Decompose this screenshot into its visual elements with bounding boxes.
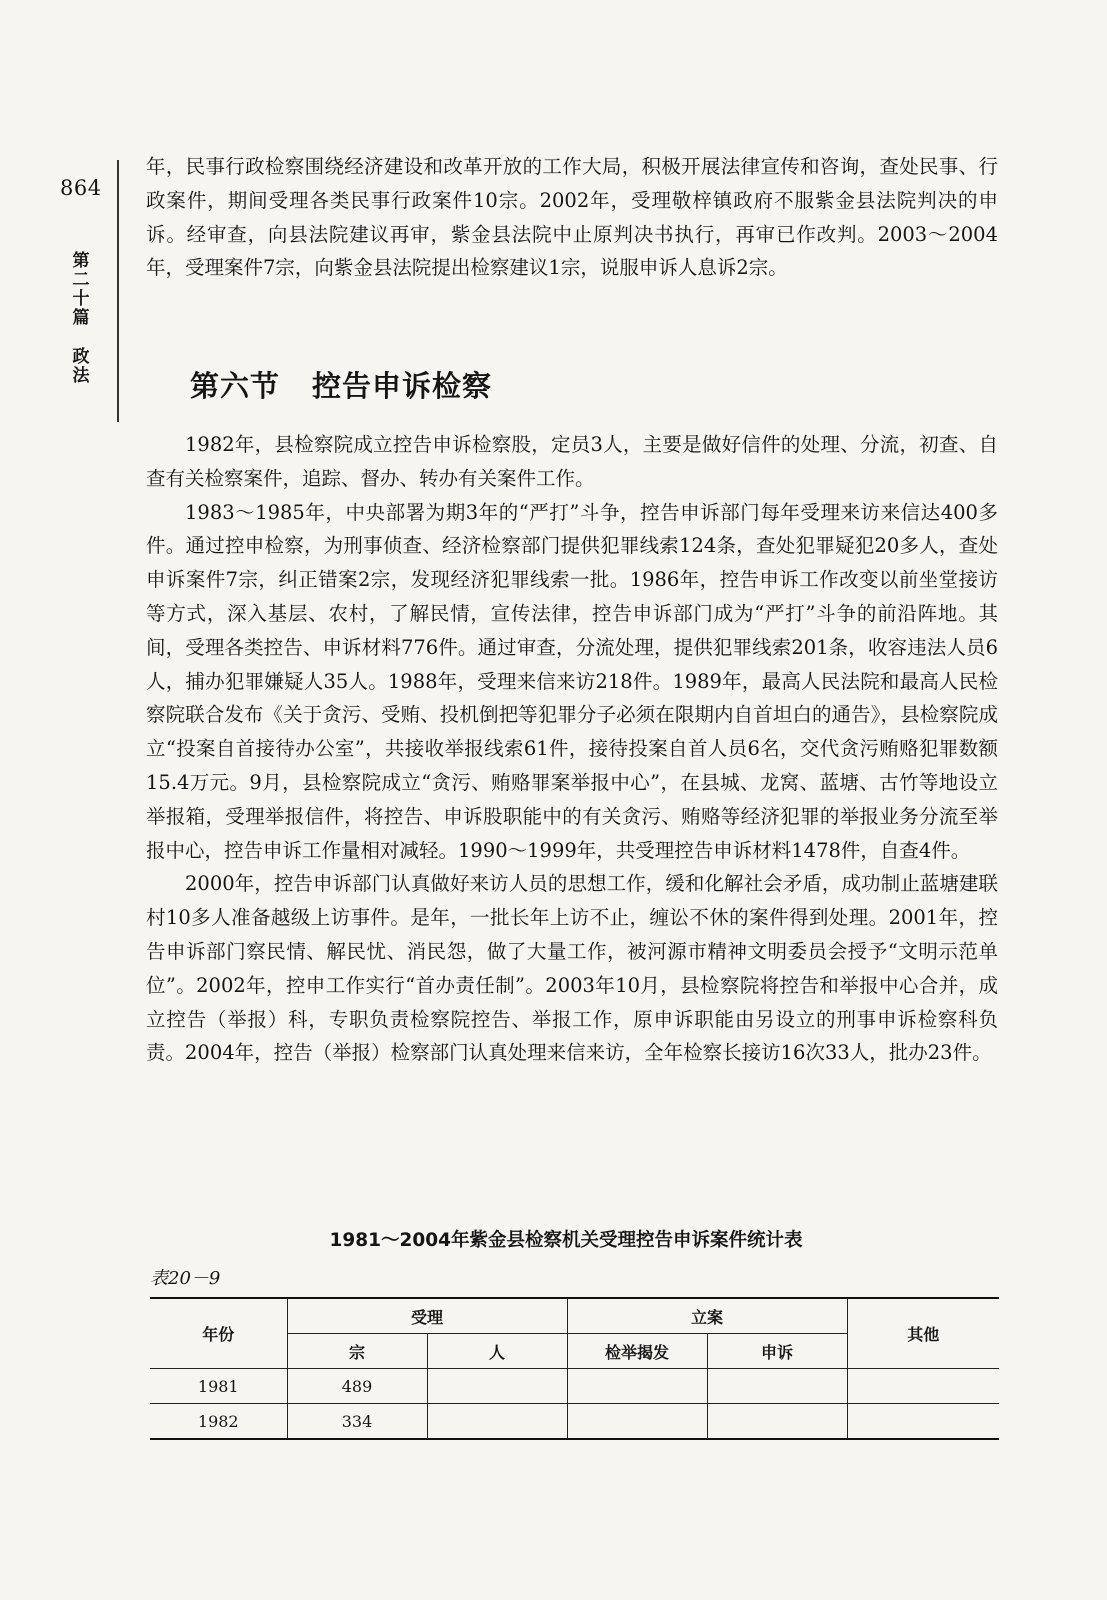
cell-report [567,1369,707,1404]
cell-appeal [707,1404,847,1440]
side-label-char: 二 [72,270,90,290]
body-paragraph: 1982年，县检察院成立控告申诉检察股，定员3人，主要是做好信件的处理、分流，初查、自查有关检察案件，追踪、督办、转办有关案件工作。 [146,433,998,490]
body-text [146,428,998,1070]
side-label-char: 第 [72,251,90,271]
header-filed: 立案 [567,1298,847,1334]
header-filed-appeal: 申诉 [707,1334,847,1369]
cell-year: 1981 [150,1369,287,1404]
cell-report [567,1404,707,1440]
header-filed-report: 检举揭发 [567,1334,707,1369]
side-rule [117,160,119,422]
cell-people [427,1369,567,1404]
section-heading [190,364,492,405]
statistics-table [150,1297,999,1440]
cell-year: 1982 [150,1404,287,1440]
table-number: 表20－9 [150,1268,221,1289]
cell-appeal [707,1369,847,1404]
body-paragraph: 2000年，控告申诉部门认真做好来访人员的思想工作，缓和化解社会矛盾，成功制止蓝塘建联村10多人准备越级上访事件。是年，一批长年上访不止，缠讼不休的案件得到处理。2001年，控告申诉部门察民情、解民忧、消民怨，做了大量工作，被河源市精神文明委员会授予“文明示范单位”。2002年，控申工作实行“首办责任制”。2003年10月，县检察院将控告和举报中心合并，成立控告（举报）科，专职负责检察院控告、举报工作，原申诉职能由另设立的刑事申诉检察科负责。2004年，控告（举报）检察部门认真处理来信来访，全年检察长接访16次33人，批办23件。 [146,872,998,1065]
table-row [150,1404,999,1440]
intro-paragraph: 年，民事行政检察围绕经济建设和改革开放的工作大局，积极开展法律宣传和咨询，查处民事、行政案件，期间受理各类民事行政案件10宗。2002年，受理敬梓镇政府不服紫金县法院判决的申诉。经审查，向县法院建议再审，紫金县法院中止原判决书执行，再审已作改判。2003～2004年，受理案件7宗，向紫金县法院提出检察建议1宗，说服申诉人息诉2宗。 [146,155,998,280]
cell-cases: 489 [287,1369,427,1404]
side-chapter-label [66,252,96,386]
header-accepted-cases: 宗 [287,1334,427,1369]
header-year: 年份 [150,1298,287,1369]
cell-people [427,1404,567,1440]
cell-other [847,1369,999,1404]
header-accepted: 受理 [287,1298,567,1334]
side-label-char: 政 [72,347,90,367]
section-title: 控告申诉检察 [312,369,493,403]
table-title: 1981～2004年紫金县检察机关受理控告申诉案件统计表 [329,1230,803,1251]
side-label-char: 十 [72,289,90,309]
table-header-row [150,1298,999,1334]
cell-cases: 334 [287,1404,427,1440]
header-other: 其他 [847,1298,999,1369]
table-row [150,1369,999,1404]
section-number: 第六节 [190,369,281,403]
header-accepted-people: 人 [427,1334,567,1369]
body-paragraph: 1983～1985年，中央部署为期3年的“严打”斗争，控告申诉部门每年受理来访来信达400多件。通过控申检察，为刑事侦查、经济检察部门提供犯罪线索124条，查处犯罪疑犯20多人，查处申诉案件7宗，纠正错案2宗，发现经济犯罪线索一批。1986年，控告申诉工作改变以前坐堂接访等方式，深入基层、农村，了解民情，宣传法律，控告申诉部门成为“严打”斗争的前沿阵地。其间，受理各类控告、申诉材料776件。通过审查，分流处理，提供犯罪线索201条，收容违法人员6人，捕办犯罪嫌疑人35人。1988年，受理来信来访218件。1989年，最高人民法院和最高人民检察院联合发布《关于贪污、受贿、投机倒把等犯罪分子必须在限期内自首坦白的通告》，县检察院成立“投案自首接待办公室”，共接收举报线索61件，接待投案自首人员6名，交代贪污贿赂犯罪数额15.4万元。9月，县检察院成立“贪污、贿赂罪案举报中心”，在县城、龙窝、蓝塘、古竹等地设立举报箱，受理举报信件，将控告、申诉股职能中的有关贪污、贿赂等经济犯罪的举报业务分流至举报中心，控告申诉工作量相对减轻。1990～1999年，共受理控告申诉材料1478件，自查4件。 [146,500,998,862]
side-label-char: 篇 [72,308,90,328]
cell-other [847,1404,999,1440]
side-label-char: 法 [72,366,90,386]
page-number: 864 [60,176,102,200]
intro-text [146,150,998,285]
